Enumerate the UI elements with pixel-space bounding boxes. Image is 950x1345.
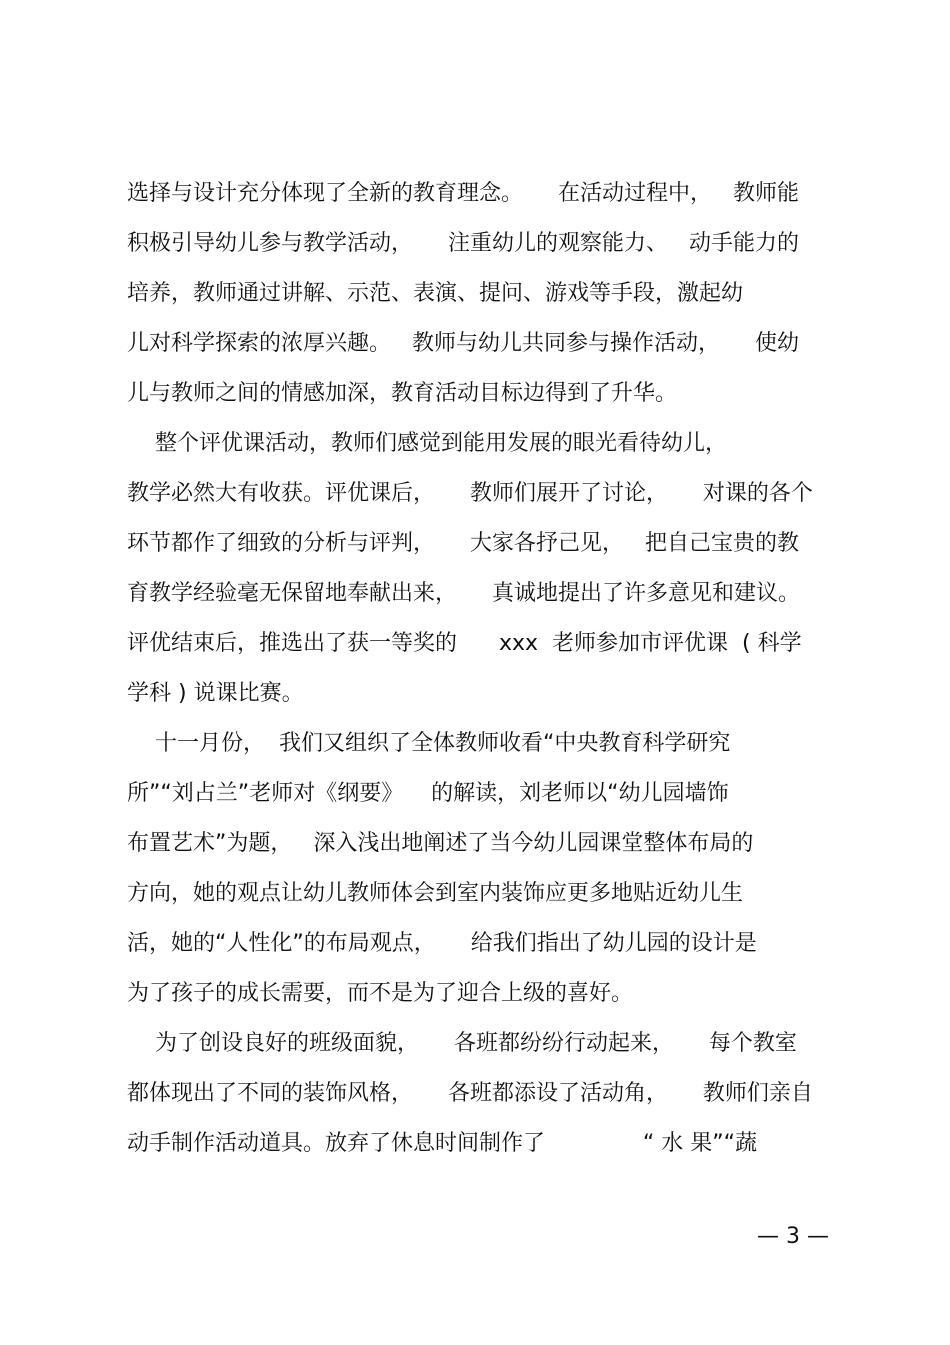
text-line: 都体现出了不同的装饰风格， 各班都添设了活动角， 教师们亲自 bbox=[127, 1081, 813, 1106]
text-line: 为了孩子的成长需要，而不是为了迎合上级的喜好。 bbox=[127, 981, 634, 1006]
text-line: 培养，教师通过讲解、示范、表演、提问、游戏等手段，激起幼 bbox=[127, 281, 744, 306]
text-line: 环节都作了细致的分析与评判， 大家各抒己见， 把自己宝贵的教 bbox=[127, 531, 799, 556]
text-line: 育教学经验毫无保留地奉献出来， 真诚地提出了许多意见和建议。 bbox=[127, 581, 800, 606]
text-line: 学科 ) 说课比赛。 bbox=[127, 681, 304, 706]
text-line: 活，她的“人性化”的布局观点， 给我们指出了幼儿园的设计是 bbox=[127, 931, 757, 956]
text-line: 动手制作活动道具。放弃了休息时间制作了 “ 水 果”“蔬 bbox=[127, 1131, 758, 1156]
text-line: 十一月份， 我们又组织了全体教师收看“中央教育科学研究 bbox=[127, 731, 731, 756]
text-line: 儿与教师之间的情感加深，教育活动目标边得到了升华。 bbox=[127, 381, 678, 406]
text-line: 选择与设计充分体现了全新的教育理念。 在活动过程中， 教师能 bbox=[127, 181, 799, 206]
text-line: 评优结束后，推选出了获一等奖的 xxx 老师参加市评优课 ( 科学 bbox=[127, 631, 802, 656]
page-number: — 3 — bbox=[757, 1224, 829, 1249]
text-line: 为了创设良好的班级面貌， 各班都纷纷行动起来， 每个教室 bbox=[127, 1031, 797, 1056]
text-line: 方向，她的观点让幼儿教师体会到室内装饰应更多地贴近幼儿生 bbox=[127, 881, 744, 906]
text-line: 所”“刘占兰”老师对《纲要》 的解读，刘老师以“幼儿园墙饰 bbox=[127, 781, 729, 806]
text-line: 积极引导幼儿参与教学活动， 注重幼儿的观察能力、 动手能力的 bbox=[127, 231, 799, 256]
text-line: 儿对科学探索的浓厚兴趣。 教师与幼儿共同参与操作活动， 使幼 bbox=[127, 331, 799, 356]
text-line: 布置艺术”为题， 深入浅出地阐述了当今幼儿园课堂整体布局的 bbox=[127, 831, 754, 856]
text-line: 整个评优课活动，教师们感觉到能用发展的眼光看待幼儿， bbox=[127, 431, 727, 456]
text-line: 教学必然大有收获。评优课后， 教师们展开了讨论， 对课的各个 bbox=[127, 481, 813, 506]
